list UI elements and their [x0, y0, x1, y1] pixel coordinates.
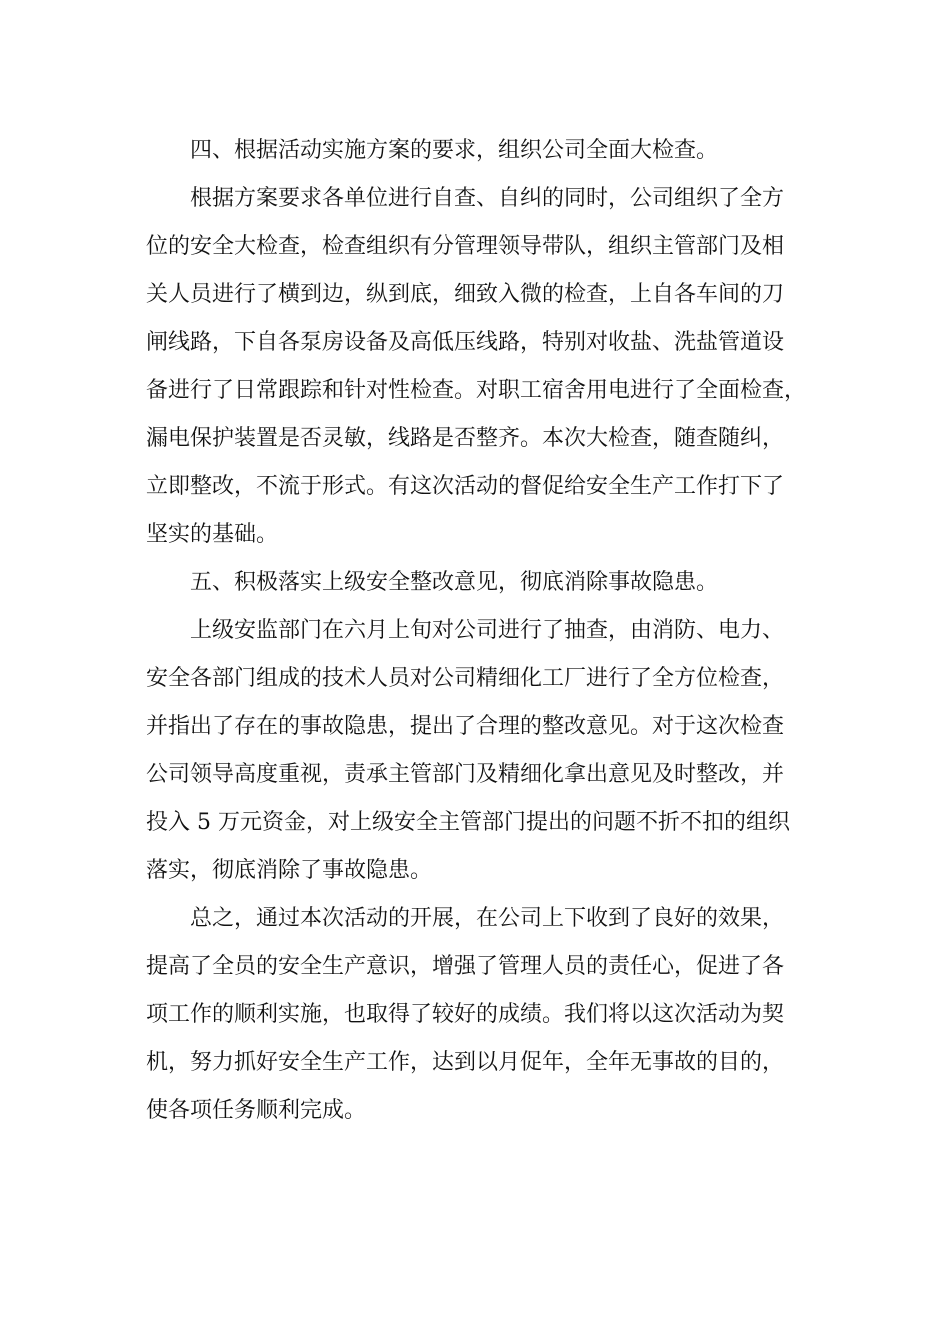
paragraph-line: 漏电保护装置是否灵敏，线路是否整齐。本次大检查，随查随纠， [146, 426, 785, 451]
paragraph-line: 并指出了存在的事故隐患，提出了合理的整改意见。对于这次检查 [146, 714, 785, 739]
paragraph-line: 闸线路，下自各泵房设备及高低压线路，特别对收盐、洗盐管道设 [146, 330, 785, 355]
conclusion-line: 使各项任务顺利完成。 [146, 1098, 367, 1123]
conclusion-line: 提高了全员的安全生产意识，增强了管理人员的责任心，促进了各 [146, 954, 785, 979]
document-body [146, 132, 826, 1140]
paragraph-line: 公司领导高度重视，责承主管部门及精细化拿出意见及时整改，并 [146, 762, 785, 787]
paragraph-line: 关人员进行了横到边，纵到底，细致入微的检查，上自各车间的刀 [146, 282, 785, 307]
paragraph-line: 立即整改，不流于形式。有这次活动的督促给安全生产工作打下了 [146, 474, 785, 499]
section-heading-5: 五、积极落实上级安全整改意见，彻底消除事故隐患。 [190, 570, 719, 595]
section-heading-4: 四、根据活动实施方案的要求，组织公司全面大检查。 [190, 138, 719, 163]
paragraph-line: 坚实的基础。 [146, 522, 279, 547]
conclusion-line: 项工作的顺利实施，也取得了较好的成绩。我们将以这次活动为契 [146, 1002, 785, 1027]
conclusion-line: 总之，通过本次活动的开展，在公司上下收到了良好的效果， [190, 906, 785, 931]
paragraph-line: 落实，彻底消除了事故隐患。 [146, 858, 433, 883]
paragraph-line: 安全各部门组成的技术人员对公司精细化工厂进行了全方位检查， [146, 666, 785, 691]
paragraph-line: 位的安全大检查，检查组织有分管理领导带队，组织主管部门及相 [146, 234, 785, 259]
paragraph-line: 根据方案要求各单位进行自查、自纠的同时，公司组织了全方 [190, 186, 785, 211]
paragraph-line: 投入 5 万元资金，对上级安全主管部门提出的问题不折不扣的组织 [146, 810, 790, 835]
paragraph-line: 备进行了日常跟踪和针对性检查。对职工宿舍用电进行了全面检查， [146, 378, 807, 403]
paragraph-line: 上级安监部门在六月上旬对公司进行了抽查，由消防、电力、 [190, 618, 785, 643]
conclusion-line: 机，努力抓好安全生产工作，达到以月促年，全年无事故的目的， [146, 1050, 785, 1075]
